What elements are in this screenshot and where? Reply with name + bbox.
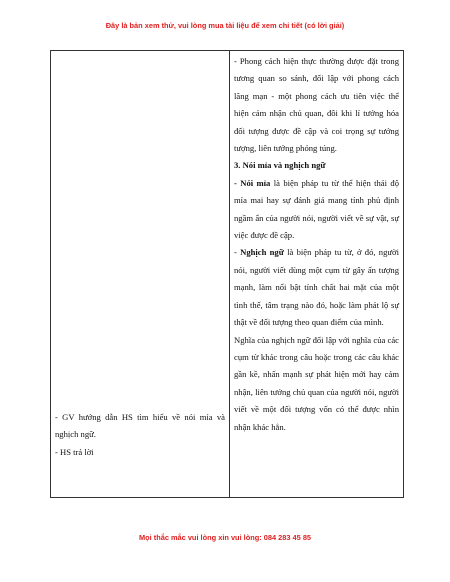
activity-line-1: - GV hướng dẫn HS tìm hiểu về nói mỉa và nghịch ngữ. xyxy=(55,411,225,440)
nghich-ngu-meaning-paragraph: Nghĩa của nghịch ngữ đối lập với nghĩa của các cụm từ khác trong câu hoặc trong các câu khác gần kề, nhấn mạnh sự phát hiện mới hay cảm nhận, liên tưởng chủ quan của người nói, người viết về một đối tượng vốn có thể được nhìn nhận khác hẳn. xyxy=(234,334,399,432)
nghich-ngu-paragraph xyxy=(234,244,399,331)
realism-paragraph: - Phong cách hiện thực thường được đặt trong tương quan so sánh, đối lập với phong cách lãng mạn - một phong cách ưu tiên việc thể hiện cảm nhận chủ quan, đôi khi lí tưởng hóa đối tượng được đề cập và coi trọng sự tưởng tượng, liên tưởng phóng túng. xyxy=(234,56,399,154)
noi-mia-term: - Nói mỉa xyxy=(234,177,271,188)
section-heading: 3. Nói mỉa và nghịch ngữ xyxy=(234,160,326,171)
teacher-activity-cell xyxy=(51,51,230,498)
contact-footer: Mọi thắc mắc vui lòng xin vui lòng: 084 283 45 85 xyxy=(138,533,312,542)
noi-mia-paragraph xyxy=(234,175,399,245)
activity-line-2: - HS trả lời xyxy=(55,446,94,457)
preview-banner: Đây là bản xem thử, vui lòng mua tài liệu để xem chi tiết (có lời giải) xyxy=(105,21,345,30)
content-cell xyxy=(230,51,404,498)
nghich-ngu-prefix: - xyxy=(234,247,241,258)
nghich-ngu-term: Nghịch ngữ xyxy=(240,247,284,258)
noi-mia-definition: là biện pháp tu từ thể hiện thái độ mỉa mai hay sự đánh giá mang tính phủ định ngầm ẩn của người nói, người viết về sự vật, sự việc được đề cập. xyxy=(234,177,399,241)
content-table xyxy=(50,50,404,498)
table-row xyxy=(51,51,404,498)
nghich-ngu-definition: là biện pháp tu từ, ở đó, người nói, người viết dùng một cụm từ gây ấn tượng mạnh, làm nổi bật tính chất hai mặt của một tình thế, tâm trạng nào đó, hoặc làm phát lộ sự thật về đối tượng theo quan điểm của mình. xyxy=(234,247,399,328)
